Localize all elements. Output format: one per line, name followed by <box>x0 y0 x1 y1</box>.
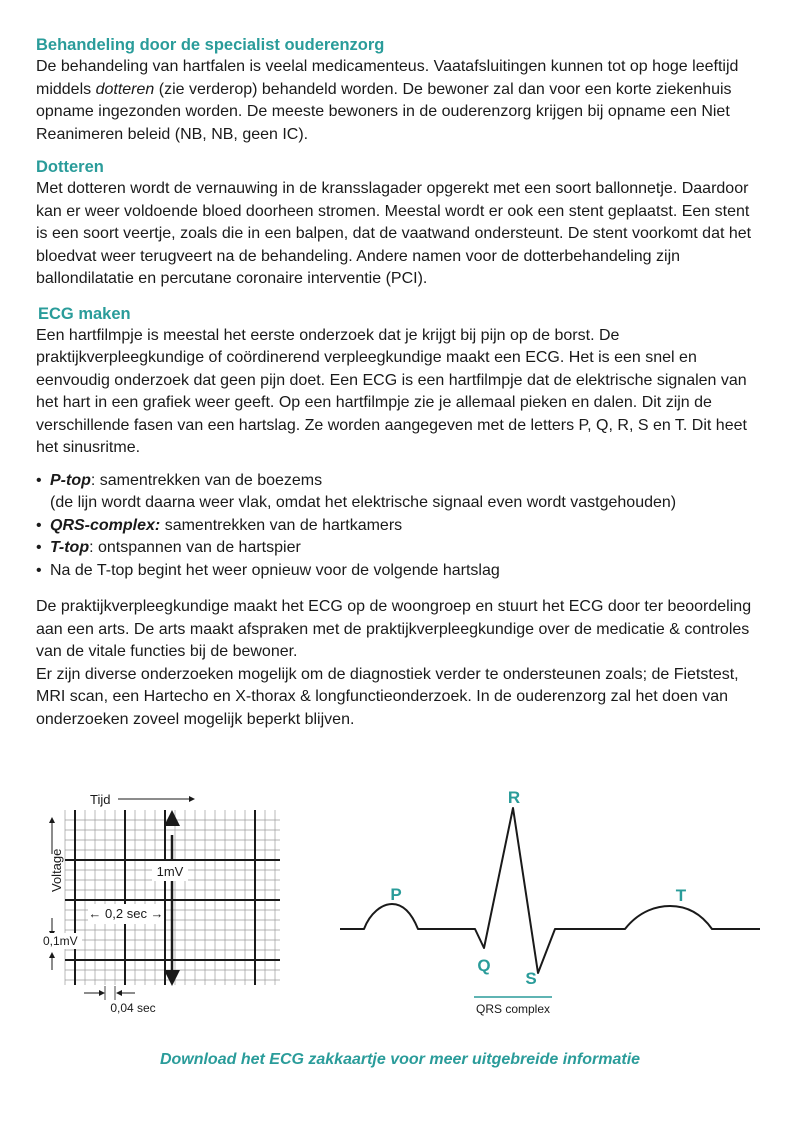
label-02-sec: ← 0,2 sec → <box>88 906 164 921</box>
paragraph-ecg: Een hartfilmpje is meestal het eerste onderzoek dat je krijgt bij pijn op de borst. De praktijkverpleegkundige of coördinerend verpleegkundige maakt een ECG. Het is een snel en eenvoudig onderzoek dat geen pijn doet. Een ECG is een hartfilmpje dat de elektrische signalen van het hart in een grafiek weer geeft. Op een hartfilmpje zie je allemaal pieken en dalen. Dit zijn de verschillende fasen van een hartslag. Ze worden aangegeven met de letters P, Q, R, S en T. Dit heet het sinusritme. <box>36 326 747 456</box>
list-item-restart <box>36 560 764 583</box>
ecg-trace <box>340 808 760 973</box>
emphasis-dotteren: dotteren <box>95 80 155 98</box>
section-behandeling <box>36 34 764 146</box>
footer-download-note: Download het ECG zakkaartje voor meer uitgebreide informatie <box>159 1051 641 1068</box>
continuation: (de lijn wordt daarna weer vlak, omdat het elektrische signaal even wordt vastgehouden) <box>50 494 677 511</box>
paragraph-behandeling <box>36 56 764 146</box>
figures-svg <box>0 780 800 1030</box>
section-ecg <box>36 303 764 732</box>
section-dotteren <box>36 156 764 291</box>
text-span: : samentrekken van de boezems <box>90 471 323 489</box>
text-span: : ontspannen van de hartspier <box>89 539 301 556</box>
heading-behandeling: Behandeling door de specialist ouderenzorg <box>36 36 385 54</box>
label-t: T <box>675 886 687 905</box>
label-tijd: Tijd <box>90 792 111 807</box>
label-q: Q <box>477 956 491 975</box>
paragraph-onderzoeken: Er zijn diverse onderzoeken mogelijk om de diagnostiek verder te ondersteunen zoals; de Fietstest, MRI scan, een Hartecho en X-thorax & longfunctieonderzoek. In de ouderenzorg zal het doen van onderzoeken zoveel mogelijk beperkt blijven. <box>36 665 739 728</box>
text-span: De behandeling van hartfalen is veelal medicamenteus. Vaatafsluitingen kunnen tot op hoge leeftijd middels <box>36 58 739 98</box>
label-004-sec: 0,04 sec <box>110 1001 156 1015</box>
label-qrs-complex: QRS complex <box>475 1002 551 1016</box>
heading-dotteren: Dotteren <box>36 158 104 176</box>
list-item-p-top <box>36 470 764 515</box>
term: T-top <box>50 539 90 556</box>
label-p: P <box>390 885 402 904</box>
list-item-qrs <box>36 515 764 538</box>
ecg-figures <box>0 780 800 1030</box>
paragraph-arts: De praktijkverpleegkundige maakt het ECG op de woongroep en stuurt het ECG door ter beoordeling aan een arts. De arts maakt afspraken met de praktijkverpleegkundige over de medicatie & controles van de vitale functies bij de bewoner. <box>36 598 752 660</box>
ecg-grid <box>40 792 280 1015</box>
text-span: samentrekken van de hartkamers <box>160 516 403 534</box>
ecg-phase-list <box>36 470 764 583</box>
label-s: S <box>525 969 537 988</box>
text-span: (zie verderop) behandeld worden. De bewoner zal dan voor een korte ziekenhuis opname ingezonden worden. De meeste bewoners in de ouderenzorg krijgen bij opname een Niet Reanimeren beleid (NB, NB, geen IC). <box>36 80 732 143</box>
arrow-down-icon <box>164 970 180 986</box>
label-r: R <box>507 788 521 807</box>
label-1mv: 1mV <box>156 864 184 879</box>
label-01mv: 0,1mV <box>43 934 78 948</box>
term: P-top <box>50 471 91 489</box>
term: QRS-complex: <box>50 516 161 534</box>
text-span: Na de T-top begint het weer opnieuw voor de volgende hartslag <box>50 561 500 579</box>
page-content <box>36 34 764 743</box>
paragraph-dotteren: Met dotteren wordt de vernauwing in de kransslagader opgerekt met een soort ballonnetje. Daardoor kan er weer voldoende bloed doorheen stromen. Meestal wordt er ook een stent geplaatst. Een stent is een soort veertje, zoals die in een balpen, dat de vaatwand ondersteunt. De stent voorkomt dat het bloedvat weer terugveert na de behandeling. Andere namen voor de dotterbehandeling zijn ballondilatatie en percutane coronaire interventie (PCI). <box>36 180 752 287</box>
ecg-waveform <box>340 788 760 1016</box>
list-item-t-top <box>36 537 764 560</box>
label-voltage: Voltage <box>49 848 64 892</box>
arrow-up-icon <box>164 810 180 826</box>
heading-ecg: ECG maken <box>38 304 131 323</box>
